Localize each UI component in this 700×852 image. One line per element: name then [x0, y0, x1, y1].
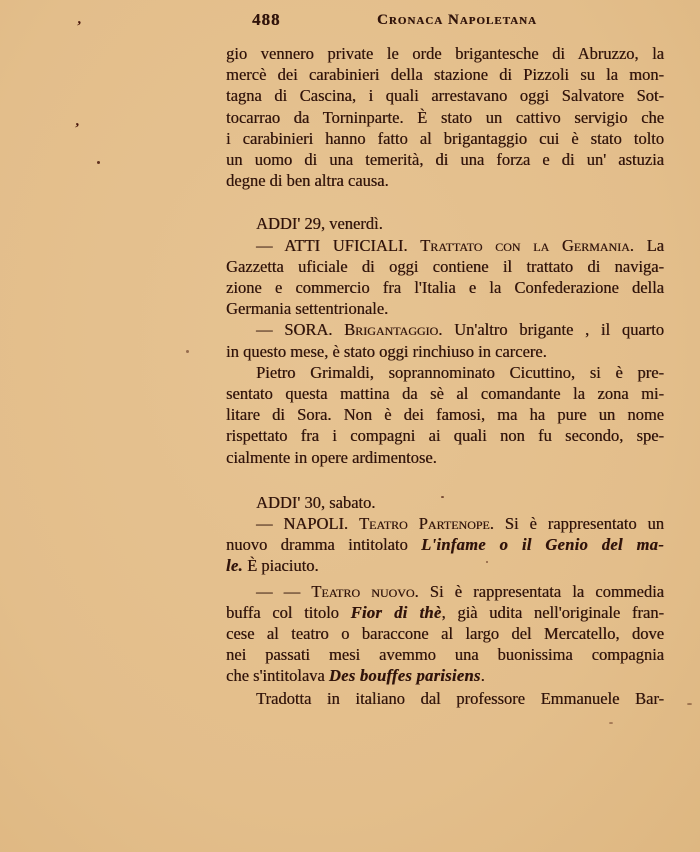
body-text: Si è rappresentata la commedia [418, 581, 664, 601]
text-line [226, 341, 664, 362]
text-line [226, 170, 664, 191]
running-title: Cronaca Napoletana [377, 12, 537, 28]
body-text: i carabinieri hanno fatto al brigantaggio cui è stato tolto [226, 128, 664, 148]
text-line [226, 513, 664, 534]
body-text: degne di ben altra causa. [226, 171, 389, 191]
body-text: Un'altro brigante , il quarto [442, 320, 664, 340]
ink-speck [687, 703, 692, 705]
italic-title-text: le. [226, 556, 243, 576]
date-heading [226, 492, 664, 513]
text-line [226, 298, 664, 319]
paragraph [226, 581, 664, 687]
body-text: Gazzetta uficiale di oggi contiene il trattato di naviga- [226, 256, 664, 276]
body-text: tocarrao da Torninparte. È stato un cattivo servigio che [226, 107, 664, 127]
text-line [226, 492, 664, 513]
text-line [226, 362, 664, 383]
small-caps-text: Teatro Partenope. [358, 514, 494, 534]
text-line [226, 149, 664, 170]
body-text: cese al teatro o baraccone al largo del Mercatello, dove [226, 624, 664, 644]
paragraph [226, 362, 664, 468]
body-text: — ATTI UFICIALI. [256, 235, 421, 255]
text-line [226, 404, 664, 425]
margin-ink-mark: ’ [72, 120, 81, 138]
text-line [226, 665, 664, 686]
body-text: in questo mese, è stato oggi rinchiuso in carcere. [226, 341, 547, 361]
text-line [226, 425, 664, 446]
body-text: Pietro Grimaldi, soprannominato Cicuttino, si è pre- [256, 362, 664, 382]
body-text: nei passati mesi avemmo una buonissima compagnia [226, 645, 664, 665]
body-text: ADDI' 29, venerdì. [256, 214, 383, 234]
body-text: zione e commercio fra l'Italia e la Confederazione della [226, 278, 664, 298]
text-line [226, 602, 664, 623]
body-text: Si è rappresentato un [493, 514, 664, 534]
text-line [226, 107, 664, 128]
body-text: che s'intitolava [226, 666, 329, 686]
paragraph [226, 43, 664, 191]
text-line [226, 383, 664, 404]
body-text: mercè dei carabinieri della stazione di Pizzoli su la mon- [226, 65, 664, 85]
body-text: buffa col titolo [226, 602, 351, 622]
body-text: nuovo dramma intitolato [226, 535, 422, 555]
italic-title-text: L'infame o il Genio del ma- [421, 535, 664, 555]
margin-ink-mark: ’ [74, 18, 83, 36]
text-line [226, 277, 664, 298]
body-text: rispettato fra i compagni ai quali non fu secondo, spe- [226, 426, 664, 446]
body-text: litare di Sora. Non è dei famosi, ma ha pure un nome [226, 405, 664, 425]
text-line [226, 555, 664, 576]
text-line [226, 128, 664, 149]
paragraph [226, 235, 664, 320]
text-line [226, 235, 664, 256]
text-line [226, 43, 664, 64]
small-caps-text: Brigantaggio. [344, 320, 443, 340]
body-text: , già udita nell'originale fran- [441, 602, 664, 622]
date-heading [226, 213, 664, 234]
paragraph [226, 513, 664, 577]
body-text: cialmente in opere ardimentose. [226, 447, 437, 467]
ink-speck [609, 722, 613, 724]
text-line [226, 256, 664, 277]
text-line [226, 581, 664, 602]
text-line [226, 64, 664, 85]
body-text: tagna di Cascina, i quali arrestavano oggi Salvatore Sot- [226, 86, 664, 106]
text-line [226, 623, 664, 644]
text-line [226, 213, 664, 234]
ink-speck [97, 161, 100, 164]
text-line [226, 319, 664, 340]
body-text: un uomo di una temerità, di una forza e di un' astuzia [226, 150, 664, 170]
body-text: — — [256, 581, 312, 601]
body-text: gio vennero private le orde brigantesche di Abruzzo, la [226, 44, 664, 63]
text-line [226, 688, 664, 709]
body-text: ADDI' 30, sabato. [256, 492, 376, 512]
text-line [226, 447, 664, 468]
ink-speck [186, 350, 189, 353]
paragraph [226, 688, 664, 709]
body-text: È piaciuto. [242, 556, 319, 576]
small-caps-text: Trattato con la Germania. [420, 235, 634, 255]
body-text: La [633, 235, 665, 255]
article-body [226, 43, 664, 709]
text-line [226, 85, 664, 106]
body-text: . [480, 666, 485, 686]
paragraph [226, 319, 664, 361]
page-number: 488 [252, 10, 281, 29]
ink-speck [486, 561, 488, 563]
small-caps-text: Teatro nuovo. [311, 581, 419, 601]
italic-title-text: Des bouffes parisiens [328, 666, 481, 686]
body-text: — NAPOLI. [256, 514, 359, 534]
body-text: — SORA. [256, 320, 345, 340]
text-line [226, 644, 664, 665]
italic-title-text: Fior di thè [350, 602, 442, 622]
text-line [226, 534, 664, 555]
body-text: Germania settentrionale. [226, 299, 389, 319]
body-text: Tradotta in italiano dal professore Emmanuele Bar- [256, 688, 664, 708]
body-text: sentato questa mattina da sè al comandante la zona mi- [226, 384, 664, 404]
ink-speck [441, 496, 444, 498]
